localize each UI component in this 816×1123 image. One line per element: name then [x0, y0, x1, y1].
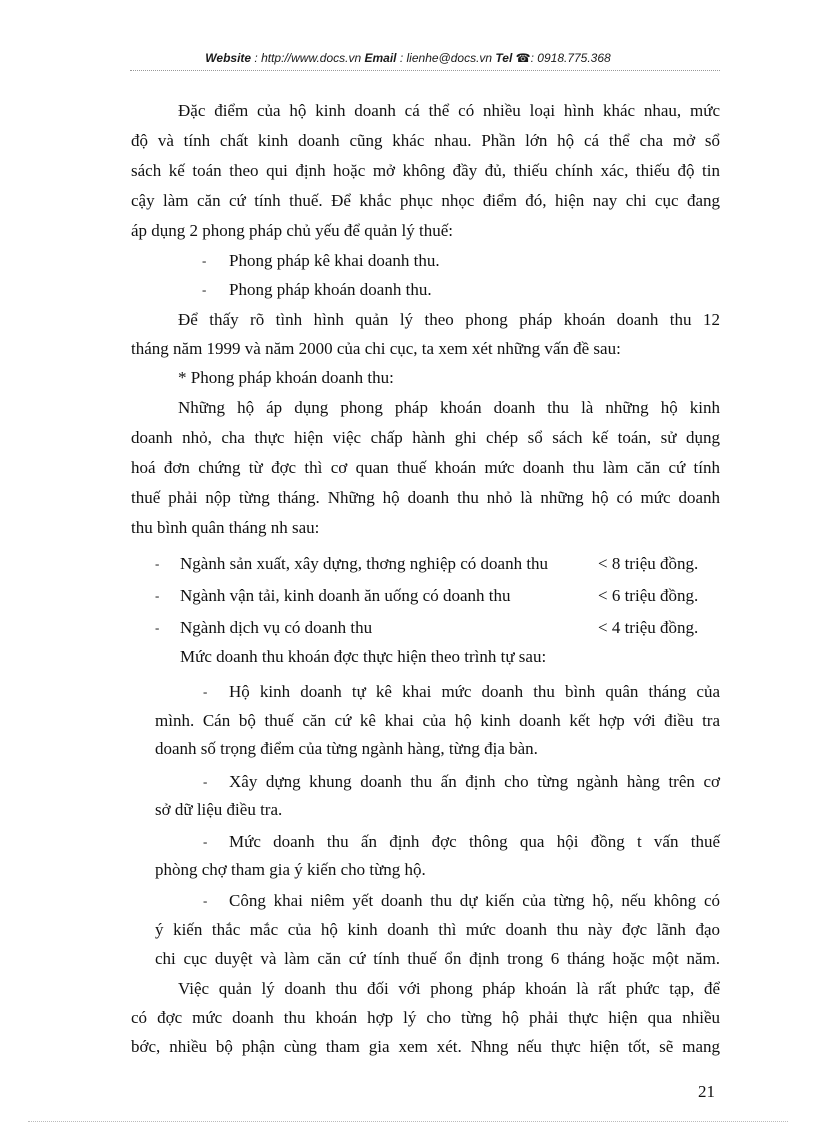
website-label: Website — [205, 51, 252, 65]
procedure-step: - Mức doanh thu ấn định đợc thông qua hội đồng t vấn thuế — [0, 830, 816, 854]
procedure-step: - Hộ kinh doanh tự kê khai mức doanh thu bình quân tháng của — [0, 680, 816, 704]
bullet-dash: - — [155, 588, 160, 603]
email-label: Email — [364, 51, 397, 65]
text-line: mình. Cán bộ thuế căn cứ kê khai của hộ kinh doanh kết hợp với điều tra — [155, 711, 720, 730]
section-heading: * Phong pháp khoán doanh thu: — [178, 368, 394, 387]
bullet-dash: - — [203, 684, 208, 699]
tel-number: : 0918.775.368 — [530, 51, 611, 65]
text-line: doanh số trọng điểm của từng ngành hàng, từng địa bàn. — [155, 739, 538, 758]
text-line: Những hộ áp dụng phong pháp khoán doanh thu là những hộ kinh — [178, 398, 720, 417]
bullet-item: - Phong pháp kê khai doanh thu. — [0, 249, 816, 273]
text-line: sách kế toán theo qui định hoặc mở không đầy đủ, thiếu chính xác, thiếu độ tin — [131, 161, 720, 180]
phone-icon: ☎ — [515, 51, 531, 65]
text-line: Đặc điểm của hộ kinh doanh cá thể có nhiều loại hình khác nhau, mức — [178, 101, 720, 120]
text-line: doanh nhỏ, cha thực hiện việc chấp hành ghi chép sổ sách kế toán, sử dụng — [131, 428, 720, 447]
bullet-dash: - — [202, 282, 207, 297]
page-header — [0, 51, 816, 65]
text-line: sở dữ liệu điều tra. — [155, 800, 283, 819]
bullet-dash: - — [203, 834, 208, 849]
text-line: Mức doanh thu khoán đợc thực hiện theo trình tự sau: — [180, 647, 547, 666]
bullet-dash: - — [155, 620, 160, 635]
page-number: 21 — [698, 1082, 715, 1101]
email-address: : lienhe@docs.vn — [399, 51, 493, 65]
procedure-step: - Công khai niêm yết doanh thu dự kiến của từng hộ, nếu không có — [0, 889, 816, 913]
text-line: cậy làm căn cứ tính thuế. Để khắc phục nhọc điểm đó, hiện nay chi cục đang — [131, 191, 720, 210]
bullet-dash: - — [203, 893, 208, 908]
bullet-dash: - — [203, 774, 208, 789]
bullet-dash: - — [155, 556, 160, 571]
text-line: Việc quản lý doanh thu đối với phong pháp khoán là rất phức tạp, để — [178, 979, 720, 998]
revenue-threshold-item: - Ngành vận tải, kinh doanh ăn uống có doanh thu < 6 triệu đồng. — [0, 584, 816, 608]
tel-label: Tel — [495, 51, 513, 65]
header-divider — [130, 70, 720, 71]
text-line: phòng chợ tham gia ý kiến cho từng hộ. — [155, 860, 426, 879]
procedure-step: - Xây dựng khung doanh thu ấn định cho từng ngành hàng trên cơ — [0, 770, 816, 794]
text-line: áp dụng 2 phong pháp chủ yếu để quản lý thuế: — [131, 221, 453, 240]
text-line: độ và tính chất kinh doanh cũng khác nhau. Phần lớn hộ cá thể cha mở sổ — [131, 131, 720, 150]
revenue-threshold-item: - Ngành sản xuất, xây dựng, thơng nghiệp có doanh thu < 8 triệu đồng. — [0, 552, 816, 576]
revenue-threshold-item: - Ngành dịch vụ có doanh thu < 4 triệu đồng. — [0, 616, 816, 640]
text-line: hoá đơn chứng từ đợc thì cơ quan thuế khoán mức doanh thu làm căn cứ tính — [131, 458, 720, 477]
text-line: tháng năm 1999 và năm 2000 của chi cục, ta xem xét những vấn đề sau: — [131, 339, 621, 358]
website-url: : http://www.docs.vn — [254, 51, 362, 65]
text-line: có đợc mức doanh thu khoán hợp lý cho từng hộ phải thực hiện qua nhiều — [131, 1008, 720, 1027]
footer-divider — [28, 1121, 788, 1122]
text-line: thuế phải nộp từng tháng. Những hộ doanh thu nhỏ là những hộ có mức doanh — [131, 488, 720, 507]
bullet-item: - Phong pháp khoán doanh thu. — [0, 278, 816, 302]
text-line: bớc, nhiều bộ phận cùng tham gia xem xét. Nhng nếu thực hiện tốt, sẽ mang — [131, 1037, 720, 1056]
text-line: thu bình quân tháng nh sau: — [131, 518, 320, 537]
text-line: Để thấy rõ tình hình quản lý theo phong pháp khoán doanh thu 12 — [178, 310, 720, 329]
bullet-dash: - — [202, 253, 207, 268]
text-line: ý kiến thắc mắc của hộ kinh doanh thì mức doanh thu này đợc lãnh đạo — [155, 920, 720, 939]
text-line: chi cục duyệt và làm căn cứ tính thuế ổn định trong 6 tháng hoặc một năm. — [155, 949, 720, 968]
